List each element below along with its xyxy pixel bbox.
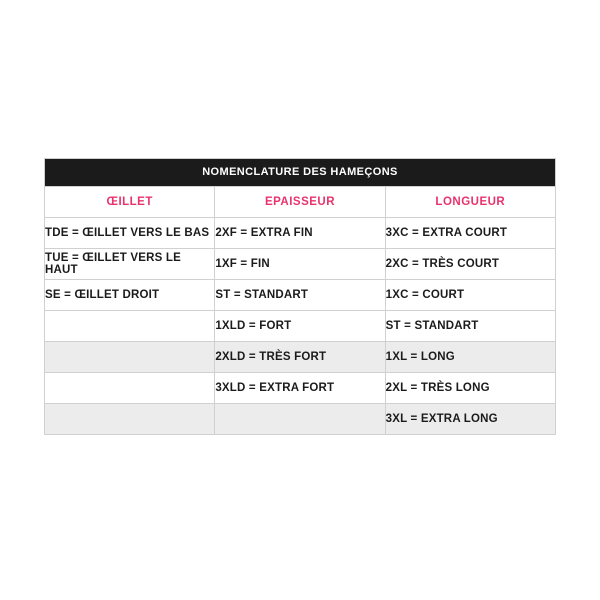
cell-oeillet bbox=[45, 403, 215, 434]
table-row bbox=[45, 248, 556, 279]
table-row bbox=[45, 310, 556, 341]
table-header-row bbox=[45, 186, 556, 217]
nomenclature-table-container bbox=[44, 158, 556, 435]
cell-longueur: 2XC = TRÈS COURT bbox=[385, 248, 555, 279]
cell-epaisseur: 2XLD = TRÈS FORT bbox=[215, 341, 385, 372]
column-header-longueur: LONGUEUR bbox=[385, 186, 555, 217]
cell-oeillet: TDE = ŒILLET VERS LE BAS bbox=[45, 217, 215, 248]
column-header-oeillet: ŒILLET bbox=[45, 186, 215, 217]
cell-epaisseur bbox=[215, 403, 385, 434]
cell-oeillet bbox=[45, 310, 215, 341]
cell-longueur: 1XL = LONG bbox=[385, 341, 555, 372]
column-header-epaisseur: EPAISSEUR bbox=[215, 186, 385, 217]
table-row bbox=[45, 279, 556, 310]
cell-longueur: 3XL = EXTRA LONG bbox=[385, 403, 555, 434]
cell-longueur: 1XC = COURT bbox=[385, 279, 555, 310]
cell-oeillet: TUE = ŒILLET VERS LE HAUT bbox=[45, 248, 215, 279]
cell-oeillet bbox=[45, 372, 215, 403]
cell-longueur: 2XL = TRÈS LONG bbox=[385, 372, 555, 403]
cell-oeillet: SE = ŒILLET DROIT bbox=[45, 279, 215, 310]
cell-longueur: ST = STANDART bbox=[385, 310, 555, 341]
cell-epaisseur: 3XLD = EXTRA FORT bbox=[215, 372, 385, 403]
cell-epaisseur: 1XF = FIN bbox=[215, 248, 385, 279]
cell-epaisseur: 2XF = EXTRA FIN bbox=[215, 217, 385, 248]
table-row bbox=[45, 217, 556, 248]
cell-epaisseur: 1XLD = FORT bbox=[215, 310, 385, 341]
cell-epaisseur: ST = STANDART bbox=[215, 279, 385, 310]
nomenclature-table bbox=[44, 158, 556, 435]
table-row bbox=[45, 372, 556, 403]
cell-oeillet bbox=[45, 341, 215, 372]
table-row bbox=[45, 403, 556, 434]
table-title: NOMENCLATURE DES HAMEÇONS bbox=[45, 158, 556, 186]
table-row bbox=[45, 341, 556, 372]
cell-longueur: 3XC = EXTRA COURT bbox=[385, 217, 555, 248]
table-title-row bbox=[45, 158, 556, 186]
